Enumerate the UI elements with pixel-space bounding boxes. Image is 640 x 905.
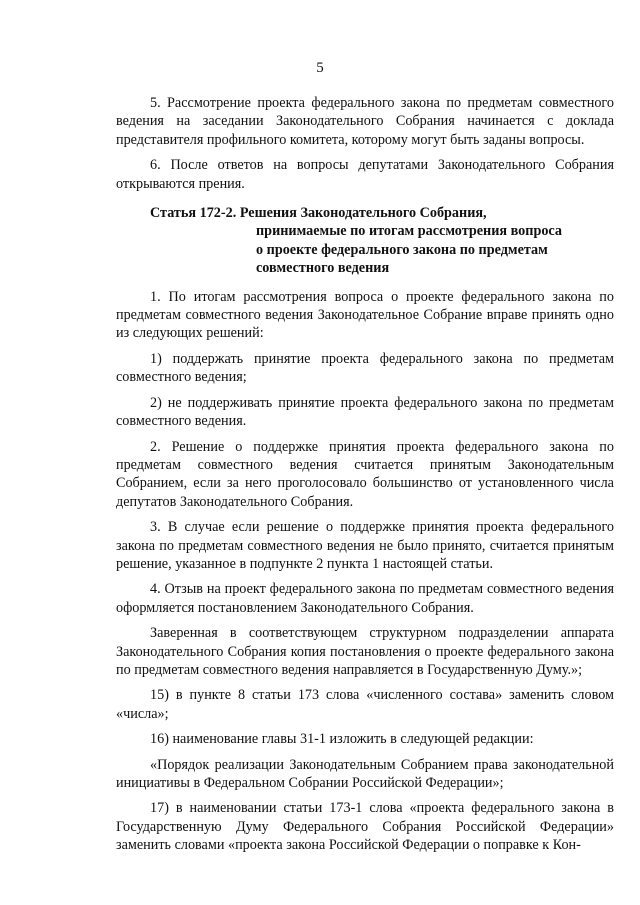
paragraph-item-5: 5. Рассмотрение проекта федерального закона по предметам совместного ведения на заседании Законодательного Собрания начинается с доклада представителя профильного комитета, которому могут быть заданы вопросы. [116, 95, 614, 148]
paragraph-point-2: 2. Решение о поддержке принятия проекта федерального закона по предметам совместного ведения считается принятым Законодательным Собранием, если за него проголосовало большинство от установленного числа депутатов Законодательного Собрания. [116, 438, 614, 510]
paragraph-item-6: 6. После ответов на вопросы депутатами Законодательного Собрания открываются прения. [116, 157, 614, 192]
paragraph-subpoint-2: 2) не поддерживать принятие проекта федерального закона по предметам совместного ведения. [116, 394, 614, 430]
paragraph-subpoint-1: 1) поддержать принятие проекта федерального закона по предметам совместного ведения; [116, 350, 614, 386]
article-title-line-2: принимаемые по итогам рассмотрения вопроса [256, 223, 562, 240]
article-title-line-1: Решения Законодательного Собрания, [239, 205, 487, 222]
paragraph-point-1: 1. По итогам рассмотрения вопроса о проекте федерального закона по предметам совместного ведения Законодательное Собрание вправе принять одно из следующих решений: [116, 288, 614, 342]
paragraph-amendment-17: 17) в наименовании статьи 173-1 слова «проекта федерального закона в Государственную Думу Федерального Собрания Российской Федерации» заменить словами «проекта закона Российской Федерации о поправке к Кон- [116, 800, 614, 854]
article-number: Статья 172-2. [150, 205, 237, 222]
paragraph-certified-copy: Заверенная в соответствующем структурном подразделении аппарата Законодательного Собрания копия постановления о проекте федерального закона по предметам совместного ведения направляется в Государственную Думу.»; [116, 625, 614, 678]
article-heading [116, 204, 614, 278]
page-number: 5 [316, 60, 324, 76]
article-title-line-3: о проекте федерального закона по предметам [256, 241, 548, 258]
paragraph-amendment-16: 16) наименование главы 31-1 изложить в следующей редакции: [150, 731, 534, 748]
paragraph-point-4: 4. Отзыв на проект федерального закона по предметам совместного ведения оформляется постановлением Законодательного Собрания. [116, 581, 614, 616]
paragraph-point-3: 3. В случае если решение о поддержке принятия проекта федерального закона по предметам совместного ведения не было принято, считается принятым решение, указанное в подпункте 2 пункта 1 настоящей статьи. [116, 519, 614, 572]
paragraph-amendment-15: 15) в пункте 8 статьи 173 слова «численного состава» заменить словом «числа»; [116, 687, 614, 722]
paragraph-chapter-title: «Порядок реализации Законодательным Собранием права законодательной инициативы в Федеральном Собрании Российской Федерации»; [116, 756, 614, 791]
article-title-line-4: совместного ведения [256, 260, 390, 277]
document-body [116, 94, 614, 862]
